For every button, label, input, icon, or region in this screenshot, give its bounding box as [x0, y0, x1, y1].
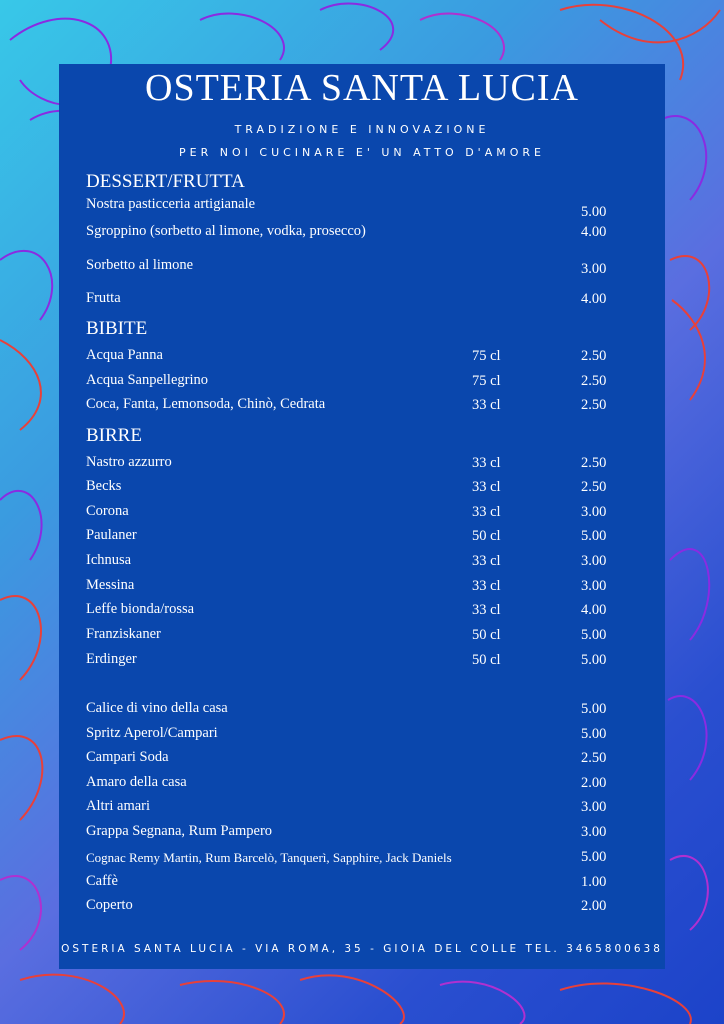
item-price: 4.00: [581, 291, 607, 307]
item-price: 1.00: [581, 874, 607, 890]
menu-item: [86, 725, 626, 745]
item-size: 33 cl: [472, 602, 501, 618]
item-price: 5.00: [581, 627, 607, 643]
menu-item: [86, 552, 626, 572]
tagline-secondary: PER NOI CUCINARE E' UN ATTO D'AMORE: [179, 146, 545, 159]
item-price: 3.00: [581, 261, 607, 277]
item-price: 2.50: [581, 348, 607, 364]
menu-item: [86, 196, 626, 220]
item-name: Corona: [86, 503, 129, 519]
item-name: Leffe bionda/rossa: [86, 601, 195, 617]
item-price: 2.50: [581, 373, 607, 389]
menu-item: [86, 823, 626, 843]
item-price: 5.00: [581, 849, 607, 865]
footer-address: OSTERIA SANTA LUCIA - VIA ROMA, 35 - GIOIA DEL COLLE TEL. 3465800638: [61, 943, 663, 955]
item-name: Frutta: [86, 290, 121, 306]
item-price: 5.00: [581, 726, 607, 742]
menu-item: [86, 396, 626, 416]
item-price: 2.00: [581, 775, 607, 791]
item-name: Amaro della casa: [86, 774, 187, 790]
item-price: 5.00: [581, 652, 607, 668]
item-name: Erdinger: [86, 651, 137, 667]
menu-item: [86, 626, 626, 646]
menu-item: [86, 223, 626, 243]
menu-item: [86, 848, 626, 868]
item-name: Nostra pasticceria artigianale: [86, 196, 256, 212]
item-size: 33 cl: [472, 578, 501, 594]
item-price: 3.00: [581, 504, 607, 520]
menu-item: [86, 873, 626, 893]
item-price: 2.50: [581, 455, 607, 471]
item-name: Nastro azzurro: [86, 454, 172, 470]
item-price: 3.00: [581, 799, 607, 815]
item-name: Coca, Fanta, Lemonsoda, Chinò, Cedrata: [86, 396, 326, 412]
item-price: 3.00: [581, 553, 607, 569]
item-price: 2.50: [581, 479, 607, 495]
item-name: Paulaner: [86, 527, 137, 543]
restaurant-title: OSTERIA SANTA LUCIA: [145, 67, 579, 109]
menu-item: [86, 577, 626, 597]
item-name: Cognac Remy Martin, Rum Barcelò, Tanquerì, Sapphire, Jack Daniels: [86, 850, 452, 865]
item-price: 2.00: [581, 898, 607, 914]
item-name: Calice di vino della casa: [86, 700, 228, 716]
item-name: Campari Soda: [86, 749, 169, 765]
item-name: Messina: [86, 577, 135, 593]
menu-item: [86, 700, 626, 720]
item-name: Ichnusa: [86, 552, 132, 568]
tagline-primary: TRADIZIONE E INNOVAZIONE: [234, 123, 490, 136]
menu-item: [86, 651, 626, 671]
menu-item: [86, 257, 626, 277]
item-price: 3.00: [581, 578, 607, 594]
menu-item: [86, 347, 626, 367]
item-size: 33 cl: [472, 504, 501, 520]
menu-item: [86, 527, 626, 547]
menu-item: [86, 503, 626, 523]
item-name: Spritz Aperol/Campari: [86, 725, 218, 741]
menu-item: [86, 372, 626, 392]
item-price: 5.00: [581, 528, 607, 544]
menu-item: [86, 290, 626, 310]
item-price: 5.00: [581, 204, 607, 220]
menu-item: [86, 601, 626, 621]
item-name: Caffè: [86, 873, 118, 889]
item-price: 4.00: [581, 602, 607, 618]
menu-item: [86, 774, 626, 794]
section-heading-bibite: BIBITE: [86, 318, 148, 339]
menu-item: [86, 454, 626, 474]
item-size: 33 cl: [472, 479, 501, 495]
item-price: 2.50: [581, 750, 607, 766]
item-size: 50 cl: [472, 652, 501, 668]
item-size: 33 cl: [472, 553, 501, 569]
item-name: Sorbetto al limone: [86, 257, 194, 273]
item-name: Becks: [86, 478, 122, 494]
menu-item: [86, 749, 626, 769]
menu-item: [86, 897, 626, 917]
menu-item: [86, 798, 626, 818]
item-size: 33 cl: [472, 397, 501, 413]
item-name: Altri amari: [86, 798, 151, 814]
item-name: Grappa Segnana, Rum Pampero: [86, 823, 273, 839]
item-size: 50 cl: [472, 627, 501, 643]
menu-item: [86, 478, 626, 498]
item-name: Acqua Panna: [86, 347, 163, 363]
section-heading-birre: BIRRE: [86, 425, 142, 446]
section-heading-dessert: DESSERT/FRUTTA: [86, 171, 245, 192]
item-name: Acqua Sanpellegrino: [86, 372, 209, 388]
item-size: 75 cl: [472, 373, 501, 389]
item-price: 3.00: [581, 824, 607, 840]
item-name: Franziskaner: [86, 626, 161, 642]
item-name: Sgroppino (sorbetto al limone, vodka, prosecco): [86, 223, 366, 239]
item-price: 5.00: [581, 701, 607, 717]
item-name: Coperto: [86, 897, 133, 913]
item-price: 2.50: [581, 397, 607, 413]
item-size: 33 cl: [472, 455, 501, 471]
item-size: 75 cl: [472, 348, 501, 364]
item-price: 4.00: [581, 224, 607, 240]
item-size: 50 cl: [472, 528, 501, 544]
